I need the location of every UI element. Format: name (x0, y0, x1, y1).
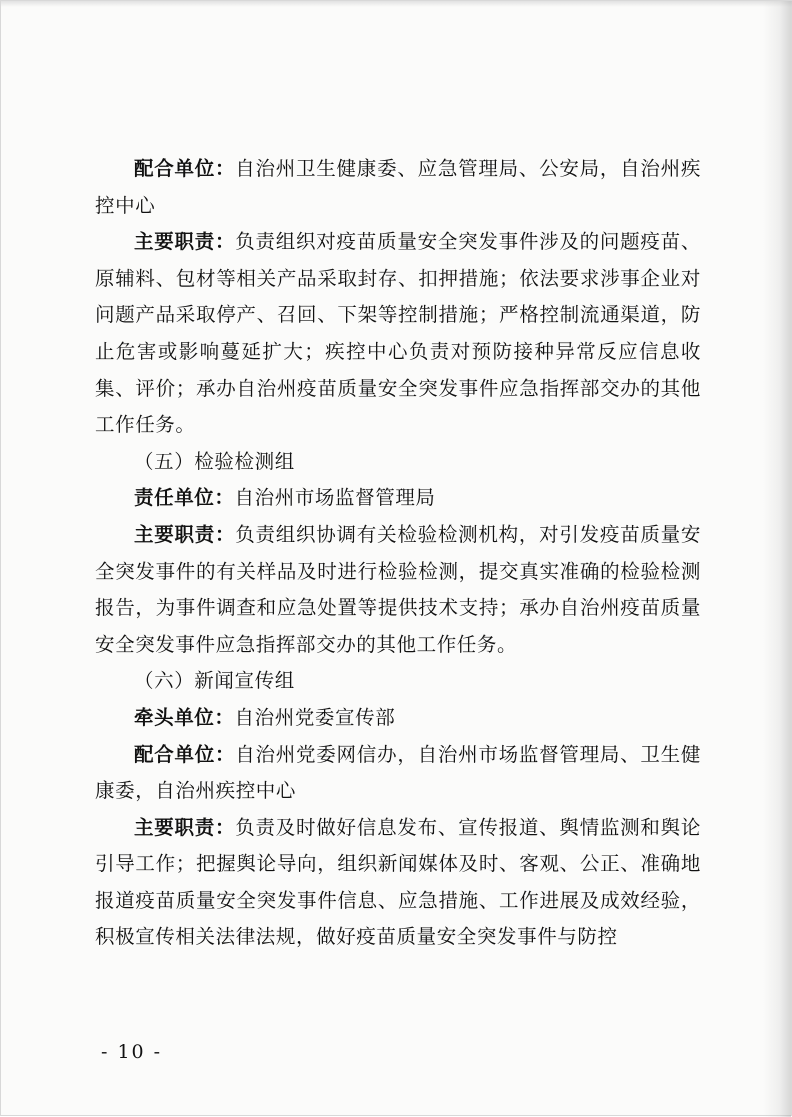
paragraph-lead: 配合单位： (134, 742, 236, 766)
paragraph-cooperating-units-1 (95, 151, 701, 224)
paragraph-lead: 牵头单位： (134, 705, 235, 729)
paragraph-main-duties-2 (95, 517, 701, 663)
paragraph-main-duties-1 (95, 224, 701, 444)
paragraph-lead: 主要职责： (134, 522, 236, 546)
paragraph-main-duties-3 (95, 810, 701, 956)
paragraph-text: 负责及时做好信息发布、宣传报道、舆情监测和舆论引导工作；把握舆论导向，组织新闻媒体及时、客观、公正、准确地报道疫苗质量安全突发事件信息、应急措施、工作进展及成效经验，积极宣传相关法律法规，做好疫苗质量安全突发事件与防控 (95, 815, 701, 949)
document-body (95, 151, 701, 956)
paragraph-cooperating-units-2 (95, 737, 701, 810)
paragraph-lead-unit (95, 700, 701, 737)
scan-edge-right (763, 1, 791, 1117)
paragraph-text: 自治州党委宣传部 (234, 705, 396, 729)
section-heading-news-group: （六）新闻宣传组 (134, 669, 295, 693)
paragraph-lead: 主要职责： (134, 230, 236, 254)
section-heading-inspection-group: （五）检验检测组 (134, 449, 295, 473)
paragraph-text: 负责组织对疫苗质量安全突发事件涉及的问题疫苗、原辅料、包材等相关产品采取封存、扣押措施；依法要求涉事企业对问题产品采取停产、召回、下架等控制措施；严格控制流通渠道，防止危害或影响蔓延扩大；疾控中心负责对预防接种异常反应信息收集、评价；承办自治州疫苗质量安全突发事件应急指挥部交办的其他工作任务。 (95, 230, 701, 437)
paragraph-text: 自治州卫生健康委、应急管理局、公安局，自治州疾控中心 (95, 157, 701, 217)
paragraph-text: 负责组织协调有关检验检测机构，对引发疫苗质量安全突发事件的有关样品及时进行检验检测，提交真实准确的检验检测报告，为事件调查和应急处置等提供技术支持；承办自治州疫苗质量安全突发事件应急指挥部交办的其他工作任务。 (95, 522, 701, 656)
paragraph-responsible-unit (95, 480, 701, 517)
page-number: - 10 - (101, 1041, 163, 1063)
scan-edge-top (1, 1, 792, 7)
paragraph-lead: 责任单位： (134, 486, 235, 510)
paragraph-text: 自治州党委网信办，自治州市场监督管理局、卫生健康委，自治州疾控中心 (95, 742, 701, 803)
paragraph-lead: 配合单位： (134, 157, 236, 180)
paragraph-text: 自治州市场监督管理局 (234, 486, 436, 510)
paragraph-lead: 主要职责： (134, 815, 236, 839)
